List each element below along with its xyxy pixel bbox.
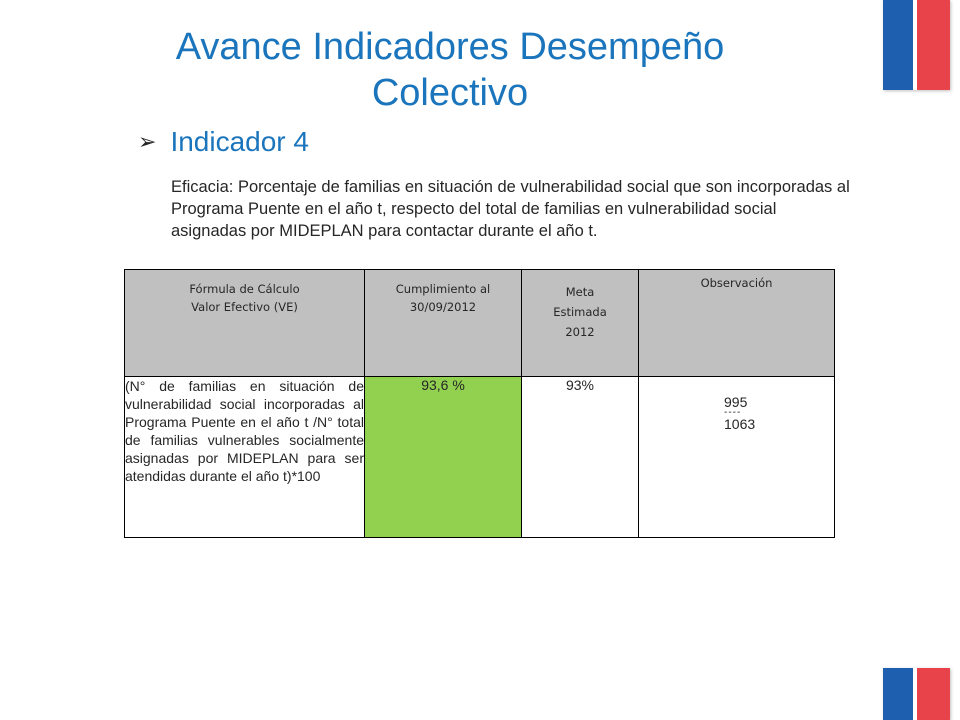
flag-decoration-bottom bbox=[883, 668, 950, 720]
indicator-description: Eficacia: Porcentaje de familias en situación de vulnerabilidad social que son incorporadas al Programa Puente en el año t, respecto del total de familias en vulnerabilidad social asignadas por MIDEPLAN para contactar durante el año t. bbox=[171, 178, 850, 240]
header-observacion-label: Observación bbox=[700, 276, 773, 290]
header-cumplimiento bbox=[365, 270, 522, 377]
slide-title-line2: Colectivo bbox=[371, 72, 529, 114]
indicator-bullet bbox=[138, 126, 309, 158]
slide-title-line1: Avance Indicadores Desempeño bbox=[175, 26, 725, 68]
header-observacion bbox=[639, 270, 835, 377]
flag-blue-band bbox=[883, 0, 913, 90]
header-meta bbox=[522, 270, 639, 377]
indicator-table bbox=[124, 269, 835, 538]
observacion-cell bbox=[639, 377, 835, 538]
header-meta-line3: 2012 bbox=[565, 325, 595, 339]
header-meta-line1: Meta bbox=[565, 285, 595, 299]
header-formula-line2: Valor Efectivo (VE) bbox=[191, 300, 298, 314]
formula-cell: (N° de familias en situación de vulnerabilidad social incorporadas al Programa Puente en el año t /N° total de familias vulnerables socialmente asignadas por MIDEPLAN para ser atendidas durante el año t)*100 bbox=[125, 377, 365, 538]
header-cumplimiento-line1: Cumplimiento al bbox=[395, 282, 491, 296]
table-row bbox=[125, 377, 835, 538]
table-header-row bbox=[125, 270, 835, 377]
fraction-separator: ---- bbox=[724, 407, 742, 418]
fraction-denominator: 1063 bbox=[724, 416, 756, 432]
flag-red-band bbox=[917, 668, 950, 720]
flag-red-band bbox=[917, 0, 950, 90]
fraction-numerator: 995 bbox=[724, 394, 748, 410]
meta-cell: 93% bbox=[522, 377, 639, 538]
observacion-fraction bbox=[724, 394, 834, 432]
indicator-label: Indicador 4 bbox=[170, 126, 309, 157]
flag-decoration-top bbox=[883, 0, 950, 90]
arrow-bullet-icon: ➢ bbox=[138, 129, 157, 154]
slide-title bbox=[110, 24, 790, 116]
flag-blue-band bbox=[883, 668, 913, 720]
header-meta-line2: Estimada bbox=[553, 305, 607, 319]
cumplimiento-cell: 93,6 % bbox=[365, 377, 522, 538]
header-cumplimiento-line2: 30/09/2012 bbox=[409, 300, 477, 314]
header-formula-line1: Fórmula de Cálculo bbox=[189, 282, 300, 296]
header-formula bbox=[125, 270, 365, 377]
